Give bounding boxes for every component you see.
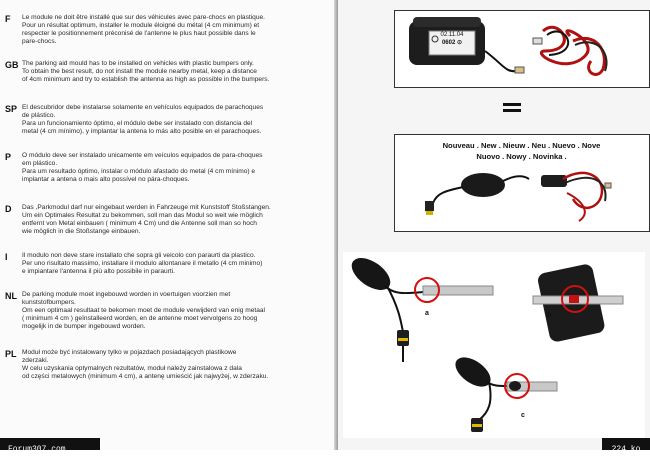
paragraph-text: [22, 252, 324, 276]
text-line: em plástico.: [22, 160, 58, 168]
text-line: metal (4 cm mínimo), y implantar la antena lo más alto posible en el parachoques.: [22, 128, 262, 136]
module-sticker-line: 0602 ⊙: [441, 40, 463, 46]
language-code: F: [5, 14, 11, 24]
text-line: Pour un résultat optimum, installer le module éloigné du métal (4 cm minimum) et: [22, 22, 260, 30]
language-code: NL: [5, 291, 17, 301]
text-line: Le module ne doit être installé que sur des véhicules avec pare-chocs en plastique.: [22, 14, 266, 21]
text-line: implantar a antena o mais alto possível no pára-choques.: [22, 176, 190, 184]
page-number: 224 ko: [611, 445, 641, 454]
text-line: Um ein Optimales Resultat zu bekommen, soll man das Modul so weit wie möglich: [22, 212, 263, 220]
text-line: of 4cm minimum and try to establish the antenna as high as possible in the bumpers.: [22, 76, 270, 84]
text-line: To obtain the best result, do not install the module nearby metal, keep a distance: [22, 68, 257, 76]
paragraph-text: [22, 152, 324, 184]
text-line: De parking module moet ingebouwd worden in voertuigen voorzien met: [22, 291, 231, 298]
installation-diagram: [343, 252, 645, 438]
paragraph-text: [22, 60, 324, 84]
page-number-bar: [602, 438, 650, 454]
paragraph-text: [22, 104, 324, 136]
text-line: El descubridor debe instalarse solamente en vehículos equipados de parachoques: [22, 104, 264, 111]
paragraph-text: [22, 291, 324, 331]
paragraph-text: [22, 349, 324, 381]
text-line: wie möglich in die Stoßstange einbauen.: [22, 228, 141, 236]
parking-module-illustration: [395, 11, 649, 87]
language-code: SP: [5, 104, 18, 114]
text-line: Para um resultado óptimo, instalar o módulo afastado do metal (4 cm mínimo) e: [22, 168, 256, 176]
text-line: W celu uzyskania optymalnych rezultatów, moduł należy zainstalowa z dala: [22, 365, 242, 373]
language-code: I: [5, 252, 8, 262]
text-line: Das ,Parkmodul darf nur eingebaut werden in Fahrzeuge mit Kunststoff Stoßstangen.: [22, 204, 271, 211]
new-banner-line: Nouveau . New . Nieuw . Neu . Nuevo . Nove: [442, 141, 601, 150]
figure-label-b: b: [547, 312, 552, 319]
module-sticker-line: 02.11.04: [440, 32, 464, 38]
text-line: pare-chocs.: [22, 38, 57, 46]
text-line: respecter le positionnement préconisé de l'antenne le plus haut possible dans le: [22, 30, 256, 38]
text-line: entfernt von Metal einbauen ( minimum 4 Cm) und die Antenne soll man so hoch: [22, 220, 257, 228]
text-line: O módulo deve ser instalado unicamente em veículos equipados de para-choques: [22, 152, 263, 159]
paragraph-text: [22, 204, 324, 236]
text-line: Moduł może być instalowany tylko w pojazdach posiadających plastikowe: [22, 349, 237, 356]
text-line: The parking aid mould has to be installed on vehicles with plastic bumpers only.: [22, 60, 254, 67]
text-line: zderzaki.: [22, 357, 49, 365]
text-line: Para un funcionamiento óptimo, el módulo debe ser instalado con distancia del: [22, 120, 253, 128]
text-line: od części metalowych (minimum 4 cm), a antenę umieścić jak najwyżej, w zderzaku.: [22, 373, 269, 381]
new-banner-line: Nuovo . Nowy . Novinka .: [476, 152, 567, 161]
text-line: e impiantare l'antenna il più alto possibile in paraurti.: [22, 268, 176, 276]
text-line: Per uno risultato massimo, installare il modulo allontanare il metallo (4 cm minimo): [22, 260, 263, 268]
language-code: PL: [5, 349, 17, 359]
installation-figure: [343, 252, 645, 438]
figure-label-c: c: [521, 412, 525, 419]
language-code: GB: [5, 60, 19, 70]
paragraph-text: [22, 14, 324, 46]
text-line: de plástico.: [22, 112, 56, 120]
text-line: Il modulo non deve stare installato che sopra gli veicolo con paraurti da plastico.: [22, 252, 256, 259]
product-photo-old: [394, 10, 650, 88]
language-code: D: [5, 204, 12, 214]
forum-watermark: [0, 438, 100, 450]
text-line: mogelijk in de bumper ingebouwd worden.: [22, 323, 146, 331]
figure-label-a: a: [425, 310, 429, 317]
forum-watermark-text: Forum307.com: [8, 445, 66, 450]
text-line: Om een optimaal resultaat te bekomen moet de module verwijderd van enig metaal: [22, 307, 265, 315]
text-line: kunststofbumpers.: [22, 299, 76, 307]
language-code: P: [5, 152, 12, 162]
equals-sign: [503, 103, 521, 115]
product-photo-new: [394, 134, 650, 232]
text-line: ( minimum 4 cm ) geïnstalleerd worden, en de antenne moet vervolgens zo hoog: [22, 315, 258, 323]
